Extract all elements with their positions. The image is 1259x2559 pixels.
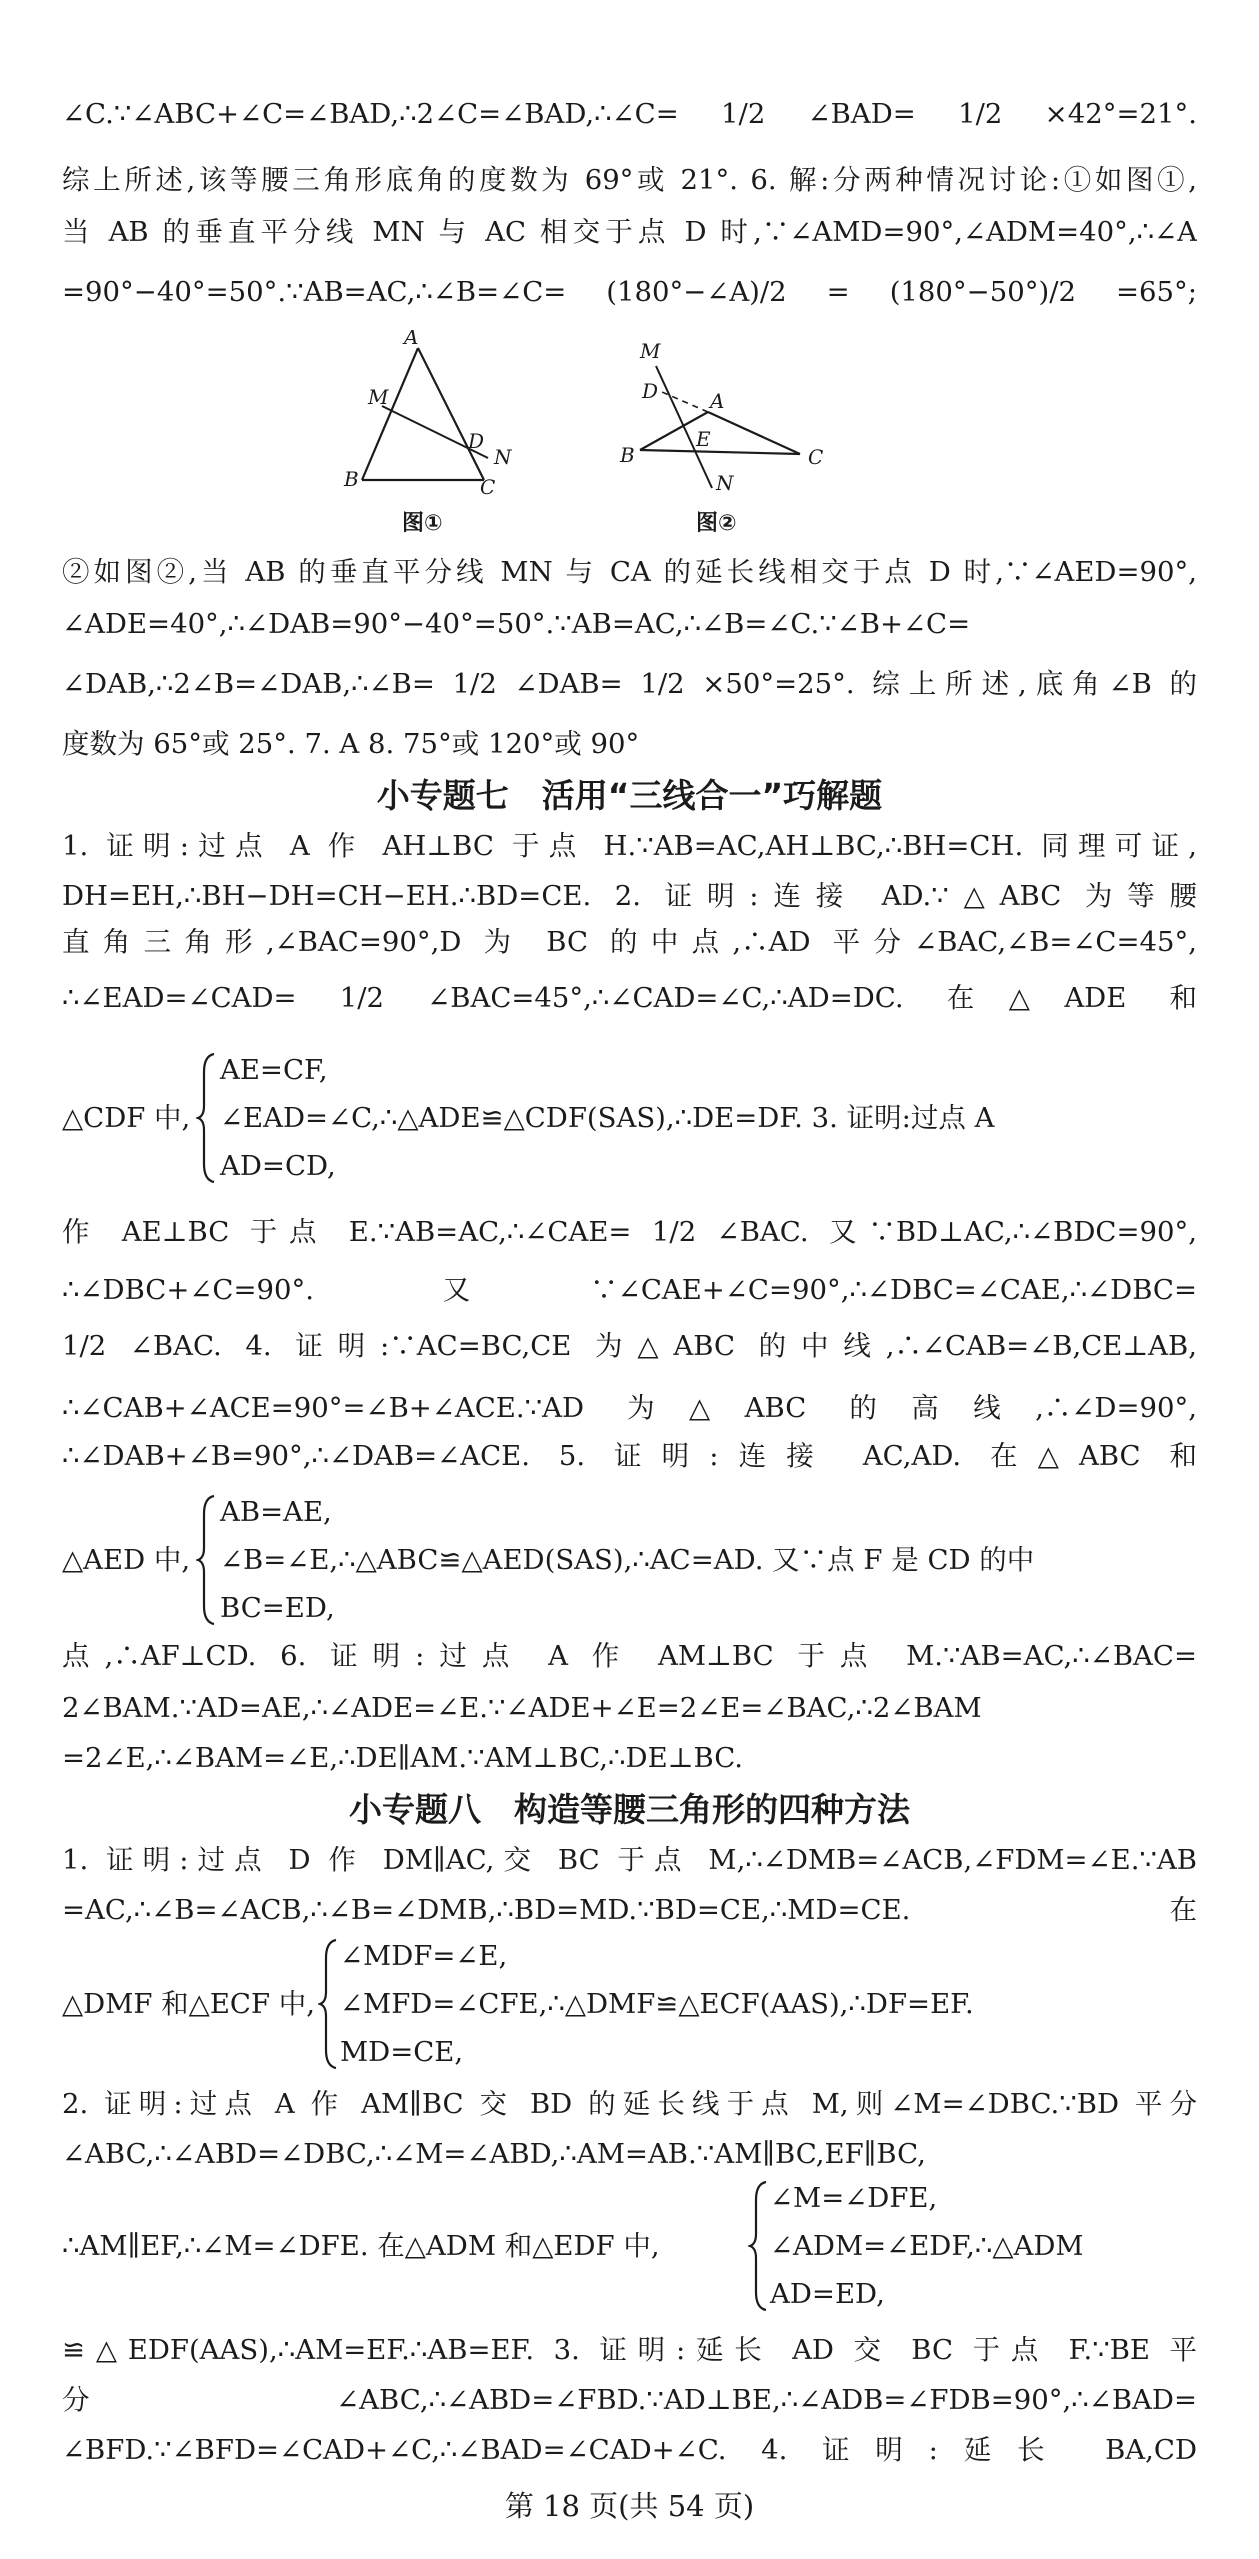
- text-line: DH=EH,∴BH−DH=CH−EH.∴BD=CE. 2. 证明:连接 AD.∵△ABC 为等腰: [62, 880, 1197, 912]
- text-line: ∴∠DAB+∠B=90°,∴∠DAB=∠ACE. 5. 证明:连接 AC,AD. 在△ABC 和: [62, 1440, 1197, 1472]
- figure-1-caption: 图①: [402, 511, 443, 536]
- text-line: ∴∠EAD=∠CAD= 1/2 ∠BAC=45°,∴∠CAD=∠C,∴AD=DC. 在△ADE 和: [62, 982, 1197, 1014]
- brace-prefix: △AED 中,: [62, 1544, 191, 1576]
- text-line: ∴∠CAB+∠ACE=90°=∠B+∠ACE.∵AD 为△ABC 的高线,∴∠D=90°,: [62, 1392, 1197, 1424]
- fig1-label-c: C: [480, 475, 496, 499]
- fig2-label-a: A: [710, 389, 725, 413]
- text-line: 2. 证明:过点 A 作 AM∥BC 交 BD 的延长线于点 M,则∠M=∠DBC.∵BD 平分: [62, 2088, 1197, 2120]
- section-heading-8: 小专题八 构造等腰三角形的四种方法: [349, 1790, 910, 1829]
- text-line: ≌△EDF(AAS),∴AM=EF.∴AB=EF. 3. 证明:延长 AD 交 BC 于点 F.∵BE 平: [62, 2334, 1197, 2366]
- brace-row: ∠M=∠DFE,: [770, 2182, 938, 2214]
- brace-row: AE=CF,: [220, 1054, 328, 1086]
- fig1-label-m: M: [368, 385, 389, 409]
- text-line: ∠C.∵∠ABC+∠C=∠BAD,∴2∠C=∠BAD,∴∠C= 1/2 ∠BAD= 1/2 ×42°=21°.: [62, 98, 1197, 130]
- text-line: ∠ABC,∴∠ABD=∠DBC,∴∠M=∠ABD,∴AM=AB.∵AM∥BC,EF∥BC,: [62, 2138, 926, 2170]
- brace-row: AD=ED,: [770, 2278, 885, 2310]
- text-line: 点,∴AF⊥CD. 6. 证明:过点 A 作 AM⊥BC 于点 M.∵AB=AC,∴∠BAC=: [62, 1640, 1197, 1672]
- fig1-label-n: N: [494, 445, 512, 469]
- text-line: ∴∠DBC+∠C=90°. 又∵∠CAE+∠C=90°,∴∠DBC=∠CAE,∴∠DBC=: [62, 1274, 1197, 1306]
- text-line: =90°−40°=50°.∵AB=AC,∴∠B=∠C= (180°−∠A)/2 = (180°−50°)/2 =65°;: [62, 276, 1197, 308]
- brace-row: ∠ADM=∠EDF,∴△ADM: [770, 2230, 1084, 2262]
- brace-symbol: [196, 1052, 218, 1184]
- fig2-label-e: E: [696, 427, 711, 451]
- brace-row: ∠MDF=∠E,: [340, 1940, 508, 1972]
- text-line: ∠ADE=40°,∴∠DAB=90°−40°=50°.∵AB=AC,∴∠B=∠C.∵∠B+∠C=: [62, 608, 971, 640]
- text-line: 综上所述,该等腰三角形底角的度数为 69°或 21°. 6. 解:分两种情况讨论:①如图①,: [62, 164, 1197, 196]
- brace-row: AB=AE,: [220, 1496, 332, 1528]
- text-line: 度数为 65°或 25°. 7. A 8. 75°或 120°或 90°: [62, 728, 640, 760]
- brace-prefix: ∴AM∥EF,∴∠M=∠DFE. 在△ADM 和△EDF 中,: [62, 2230, 660, 2262]
- brace-row: AD=CD,: [220, 1150, 336, 1182]
- figure-2-caption: 图②: [696, 511, 737, 536]
- fig2-label-d: D: [642, 379, 659, 403]
- brace-symbol: [748, 2180, 770, 2312]
- brace-row: ∠MFD=∠CFE,∴△DMF≌△ECF(AAS),∴DF=EF.: [340, 1988, 974, 2020]
- fig1-label-b: B: [344, 467, 359, 491]
- fig2-label-c: C: [808, 445, 824, 469]
- fig1-label-a: A: [404, 330, 419, 349]
- text-line: 1. 证明:过点 A 作 AH⊥BC 于点 H.∵AB=AC,AH⊥BC,∴BH=CH. 同理可证,: [62, 830, 1197, 862]
- text-line: 分∠ABC,∴∠ABD=∠FBD.∵AD⊥BE,∴∠ADB=∠FDB=90°,∴∠BAD=: [62, 2384, 1197, 2416]
- fig2-label-n: N: [716, 471, 734, 495]
- text-line: ∠BFD.∵∠BFD=∠CAD+∠C,∴∠BAD=∠CAD+∠C. 4. 证明:延长 BA,CD: [62, 2434, 1197, 2466]
- geometry-figures: [300, 330, 860, 540]
- text-line: 直角三角形,∠BAC=90°,D 为 BC 的中点,∴AD 平分∠BAC,∠B=∠C=45°,: [62, 926, 1197, 958]
- fig2-label-m: M: [640, 339, 661, 363]
- fig1-label-d: D: [468, 429, 485, 453]
- text-line: 1/2 ∠BAC. 4. 证明:∵AC=BC,CE 为△ABC 的中线,∴∠CAB=∠B,CE⊥AB,: [62, 1330, 1197, 1362]
- brace-symbol: [196, 1494, 218, 1626]
- figure-2: [619, 339, 823, 495]
- text-line: 2∠BAM.∵AD=AE,∴∠ADE=∠E.∵∠ADE+∠E=2∠E=∠BAC,∴2∠BAM: [62, 1692, 982, 1724]
- text-line: ②如图②,当 AB 的垂直平分线 MN 与 CA 的延长线相交于点 D 时,∵∠AED=90°,: [62, 556, 1197, 588]
- text-line: 当 AB 的垂直平分线 MN 与 AC 相交于点 D 时,∵∠AMD=90°,∠ADM=40°,∴∠A: [62, 216, 1197, 248]
- brace-row: BC=ED,: [220, 1592, 335, 1624]
- text-line: =2∠E,∴∠BAM=∠E,∴DE∥AM.∵AM⊥BC,∴DE⊥BC.: [62, 1742, 744, 1774]
- text-line: ∠DAB,∴2∠B=∠DAB,∴∠B= 1/2 ∠DAB= 1/2 ×50°=25°. 综上所述,底角∠B 的: [62, 668, 1197, 700]
- brace-row: ∠EAD=∠C,∴△ADE≌△CDF(SAS),∴DE=DF. 3. 证明:过点 A: [220, 1102, 995, 1134]
- page-footer: 第 18 页(共 54 页): [504, 2489, 755, 2523]
- brace-prefix: △CDF 中,: [62, 1102, 191, 1134]
- brace-prefix: △DMF 和△ECF 中,: [62, 1988, 316, 2020]
- fig2-label-b: B: [620, 443, 635, 467]
- text-line: 1. 证明:过点 D 作 DM∥AC,交 BC 于点 M,∴∠DMB=∠ACB,∠FDM=∠E.∵AB: [62, 1844, 1197, 1876]
- brace-row: MD=CE,: [340, 2036, 464, 2068]
- figure-1: [343, 330, 513, 499]
- brace-symbol: [318, 1938, 340, 2070]
- brace-row: ∠B=∠E,∴△ABC≌△AED(SAS),∴AC=AD. 又∵点 F 是 CD 的中: [220, 1544, 1035, 1576]
- text-line: =AC,∴∠B=∠ACB,∴∠B=∠DMB,∴BD=MD.∵BD=CE,∴MD=CE. 在: [62, 1894, 1197, 1926]
- text-line: 作 AE⊥BC 于点 E.∵AB=AC,∴∠CAE= 1/2 ∠BAC. 又∵BD⊥AC,∴∠BDC=90°,: [62, 1216, 1197, 1248]
- section-heading-7: 小专题七 活用“三线合一”巧解题: [376, 776, 883, 815]
